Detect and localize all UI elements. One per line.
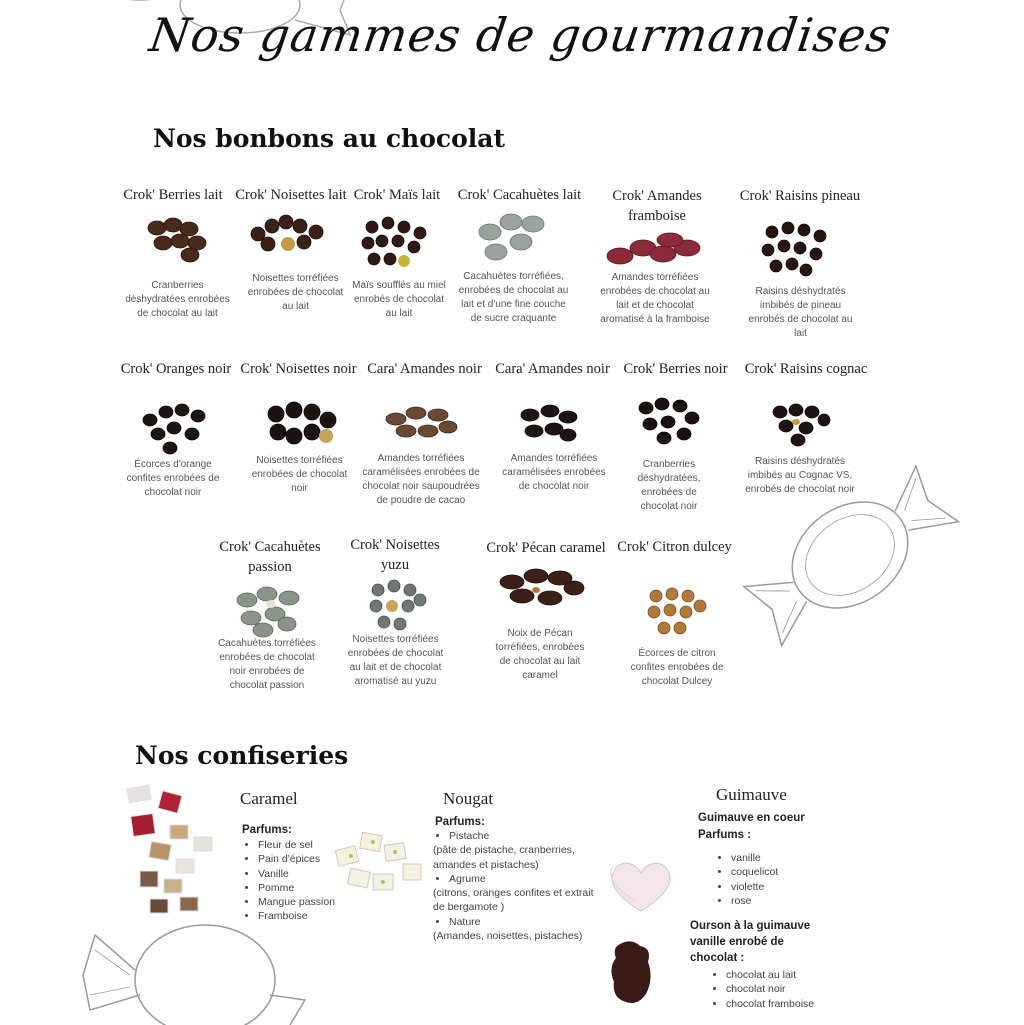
product-description: Amandes torréfiées caramélisées enrobées de chocolat noir saupoudrées de poudre de cacao	[362, 453, 480, 506]
product-description: Noisettes torréfiées enrobées de chocolat au lait	[247, 273, 344, 312]
product-image-raisins-pineau	[760, 220, 835, 280]
nougat-flavors-list	[433, 829, 608, 943]
product-image-oranges-noir	[140, 400, 210, 460]
product-name: Crok' Berries noir	[623, 361, 728, 377]
product-image-cacahuetes-passion	[235, 586, 305, 638]
caramel-flavors-list	[242, 838, 335, 924]
product-description: Écorces d'orange confites enrobées de chocolat noir	[126, 459, 220, 498]
product-name: Crok' Noisettes noir	[240, 361, 357, 377]
nougat-flavor-detail: (pâte de pistache, cranberries, amandes et pistaches)	[433, 844, 575, 871]
product-image-noisettes-lait	[248, 212, 333, 257]
product-image-amandes-framboise	[605, 232, 705, 270]
product-description: Noisettes torréfiées enrobées de chocolat au lait et de chocolat aromatisé au yuzu	[347, 634, 444, 687]
product-image-noisettes-noir	[264, 400, 342, 452]
ourson-guimauve-image	[608, 938, 656, 1008]
confiseries-section-title: Nos confiseries	[135, 741, 349, 770]
product-description: Noix de Pécan torréfiées, enrobées de chocolat au lait caramel	[495, 628, 585, 681]
list-item: • Vanille	[258, 867, 335, 881]
nougat-title: Nougat	[443, 789, 494, 808]
caramel-parfums-label: Parfums:	[242, 824, 292, 836]
product-description: Cranberries déshydratées enrobées de chocolat au lait	[125, 280, 230, 319]
product-name: Crok' Cacahuètes passion	[219, 539, 321, 575]
product-name: Cara' Amandes noir	[367, 361, 482, 377]
nougat-parfums-label: Parfums:	[435, 816, 485, 828]
product-image-raisins-cognac	[770, 402, 832, 447]
chocolate-section-title: Nos bonbons au chocolat	[153, 124, 506, 153]
guimauve-title: Guimauve	[716, 785, 787, 804]
product-name: Crok' Pécan caramel	[486, 540, 606, 556]
list-item: • Nature	[449, 915, 608, 929]
product-name: Crok' Cacahuètes lait	[457, 187, 582, 203]
product-description: Cranberries déshydratées, enrobées de chocolat noir	[637, 459, 701, 512]
list-item: • chocolat noir	[726, 982, 814, 996]
ourson-label: Ourson à la guimauve vanille enrobé de chocolat :	[690, 920, 811, 964]
list-item: • Agrume	[449, 872, 608, 886]
product-image-cara-amandes-noir	[518, 403, 580, 445]
nougat-pieces-image	[333, 826, 428, 901]
product-description: Amandes torréfiées enrobées de chocolat au lait et de chocolat aromatisé à la framboise	[600, 272, 710, 325]
ourson-flavors-list	[710, 968, 814, 1011]
product-image-cacahuetes-lait	[476, 210, 551, 268]
guimauve-heart-image	[605, 855, 677, 915]
product-name: Crok' Noisettes yuzu	[350, 537, 440, 573]
product-image-mais-lait	[360, 215, 432, 275]
product-description: Maïs soufflés au miel enrobés de chocolat au lait	[352, 280, 446, 319]
product-name: Crok' Citron dulcey	[617, 539, 732, 555]
product-image-citron-dulcey	[646, 586, 708, 641]
list-item: • rose	[731, 894, 778, 908]
product-name: Crok' Raisins pineau	[739, 188, 861, 204]
product-name: Cara' Amandes noir	[495, 361, 610, 377]
list-item: • Mangue passion	[258, 895, 335, 909]
list-item: • chocolat framboise	[726, 997, 814, 1011]
list-item: • Fleur de sel	[258, 838, 335, 852]
product-name: Crok' Raisins cognac	[744, 361, 868, 377]
product-description: Cacahuètes torréfiées, enrobées de chocolat au lait et d'une fine couche de sucre craquante	[458, 271, 569, 324]
nougat-flavor-detail: (citrons, oranges confites et extrait de bergamote )	[433, 887, 594, 914]
list-item: • vanille	[731, 851, 778, 865]
product-description: Raisins déshydratés imbibés de pineau enrobés de chocolat au lait	[748, 286, 853, 339]
guimauve-coeur-parfums-label: Parfums :	[698, 829, 752, 841]
page-title: Nos gammes de gourmandises	[146, 8, 895, 62]
product-description: Amandes torréfiées caramélisées enrobées de chocolat noir	[502, 453, 606, 492]
list-item: • Pain d'épices	[258, 852, 335, 866]
product-image-noisettes-yuzu	[368, 578, 426, 634]
list-item: • Framboise	[258, 909, 335, 923]
list-item: • chocolat au lait	[726, 968, 814, 982]
list-item: • coquelicot	[731, 865, 778, 879]
caramel-candies-image	[120, 783, 220, 923]
caramel-title: Caramel	[240, 789, 298, 808]
product-description: Raisins déshydratés imbibés au Cognac VS, enrobés de chocolat noir	[745, 456, 855, 495]
product-name: Crok' Noisettes lait	[235, 187, 347, 203]
guimauve-coeur-label: Guimauve en coeur	[698, 812, 805, 824]
product-image-cara-amandes-noir-cacao	[384, 403, 459, 443]
product-description: Écorces de citron confites enrobées de chocolat Dulcey	[630, 648, 724, 687]
product-name: Crok' Maïs lait	[353, 187, 441, 203]
product-name: Crok' Oranges noir	[120, 361, 232, 377]
guimauve-coeur-flavors-list	[715, 851, 778, 908]
product-image-berries-lait	[145, 213, 210, 263]
list-item: • violette	[731, 880, 778, 894]
product-description: Noisettes torréfiées enrobées de chocolat noir	[251, 455, 348, 494]
product-image-pecan-caramel	[498, 568, 586, 610]
nougat-flavor-detail: (Amandes, noisettes, pistaches)	[433, 930, 583, 943]
product-description: Cacahuètes torréfiées enrobées de chocolat noir enrobées de chocolat passion	[218, 638, 316, 691]
list-item: • Pistache	[449, 829, 608, 843]
product-name: Crok' Berries lait	[123, 187, 223, 203]
product-name: Crok' Amandes framboise	[612, 188, 702, 224]
list-item: • Pomme	[258, 881, 335, 895]
product-image-berries-noir	[636, 396, 701, 450]
